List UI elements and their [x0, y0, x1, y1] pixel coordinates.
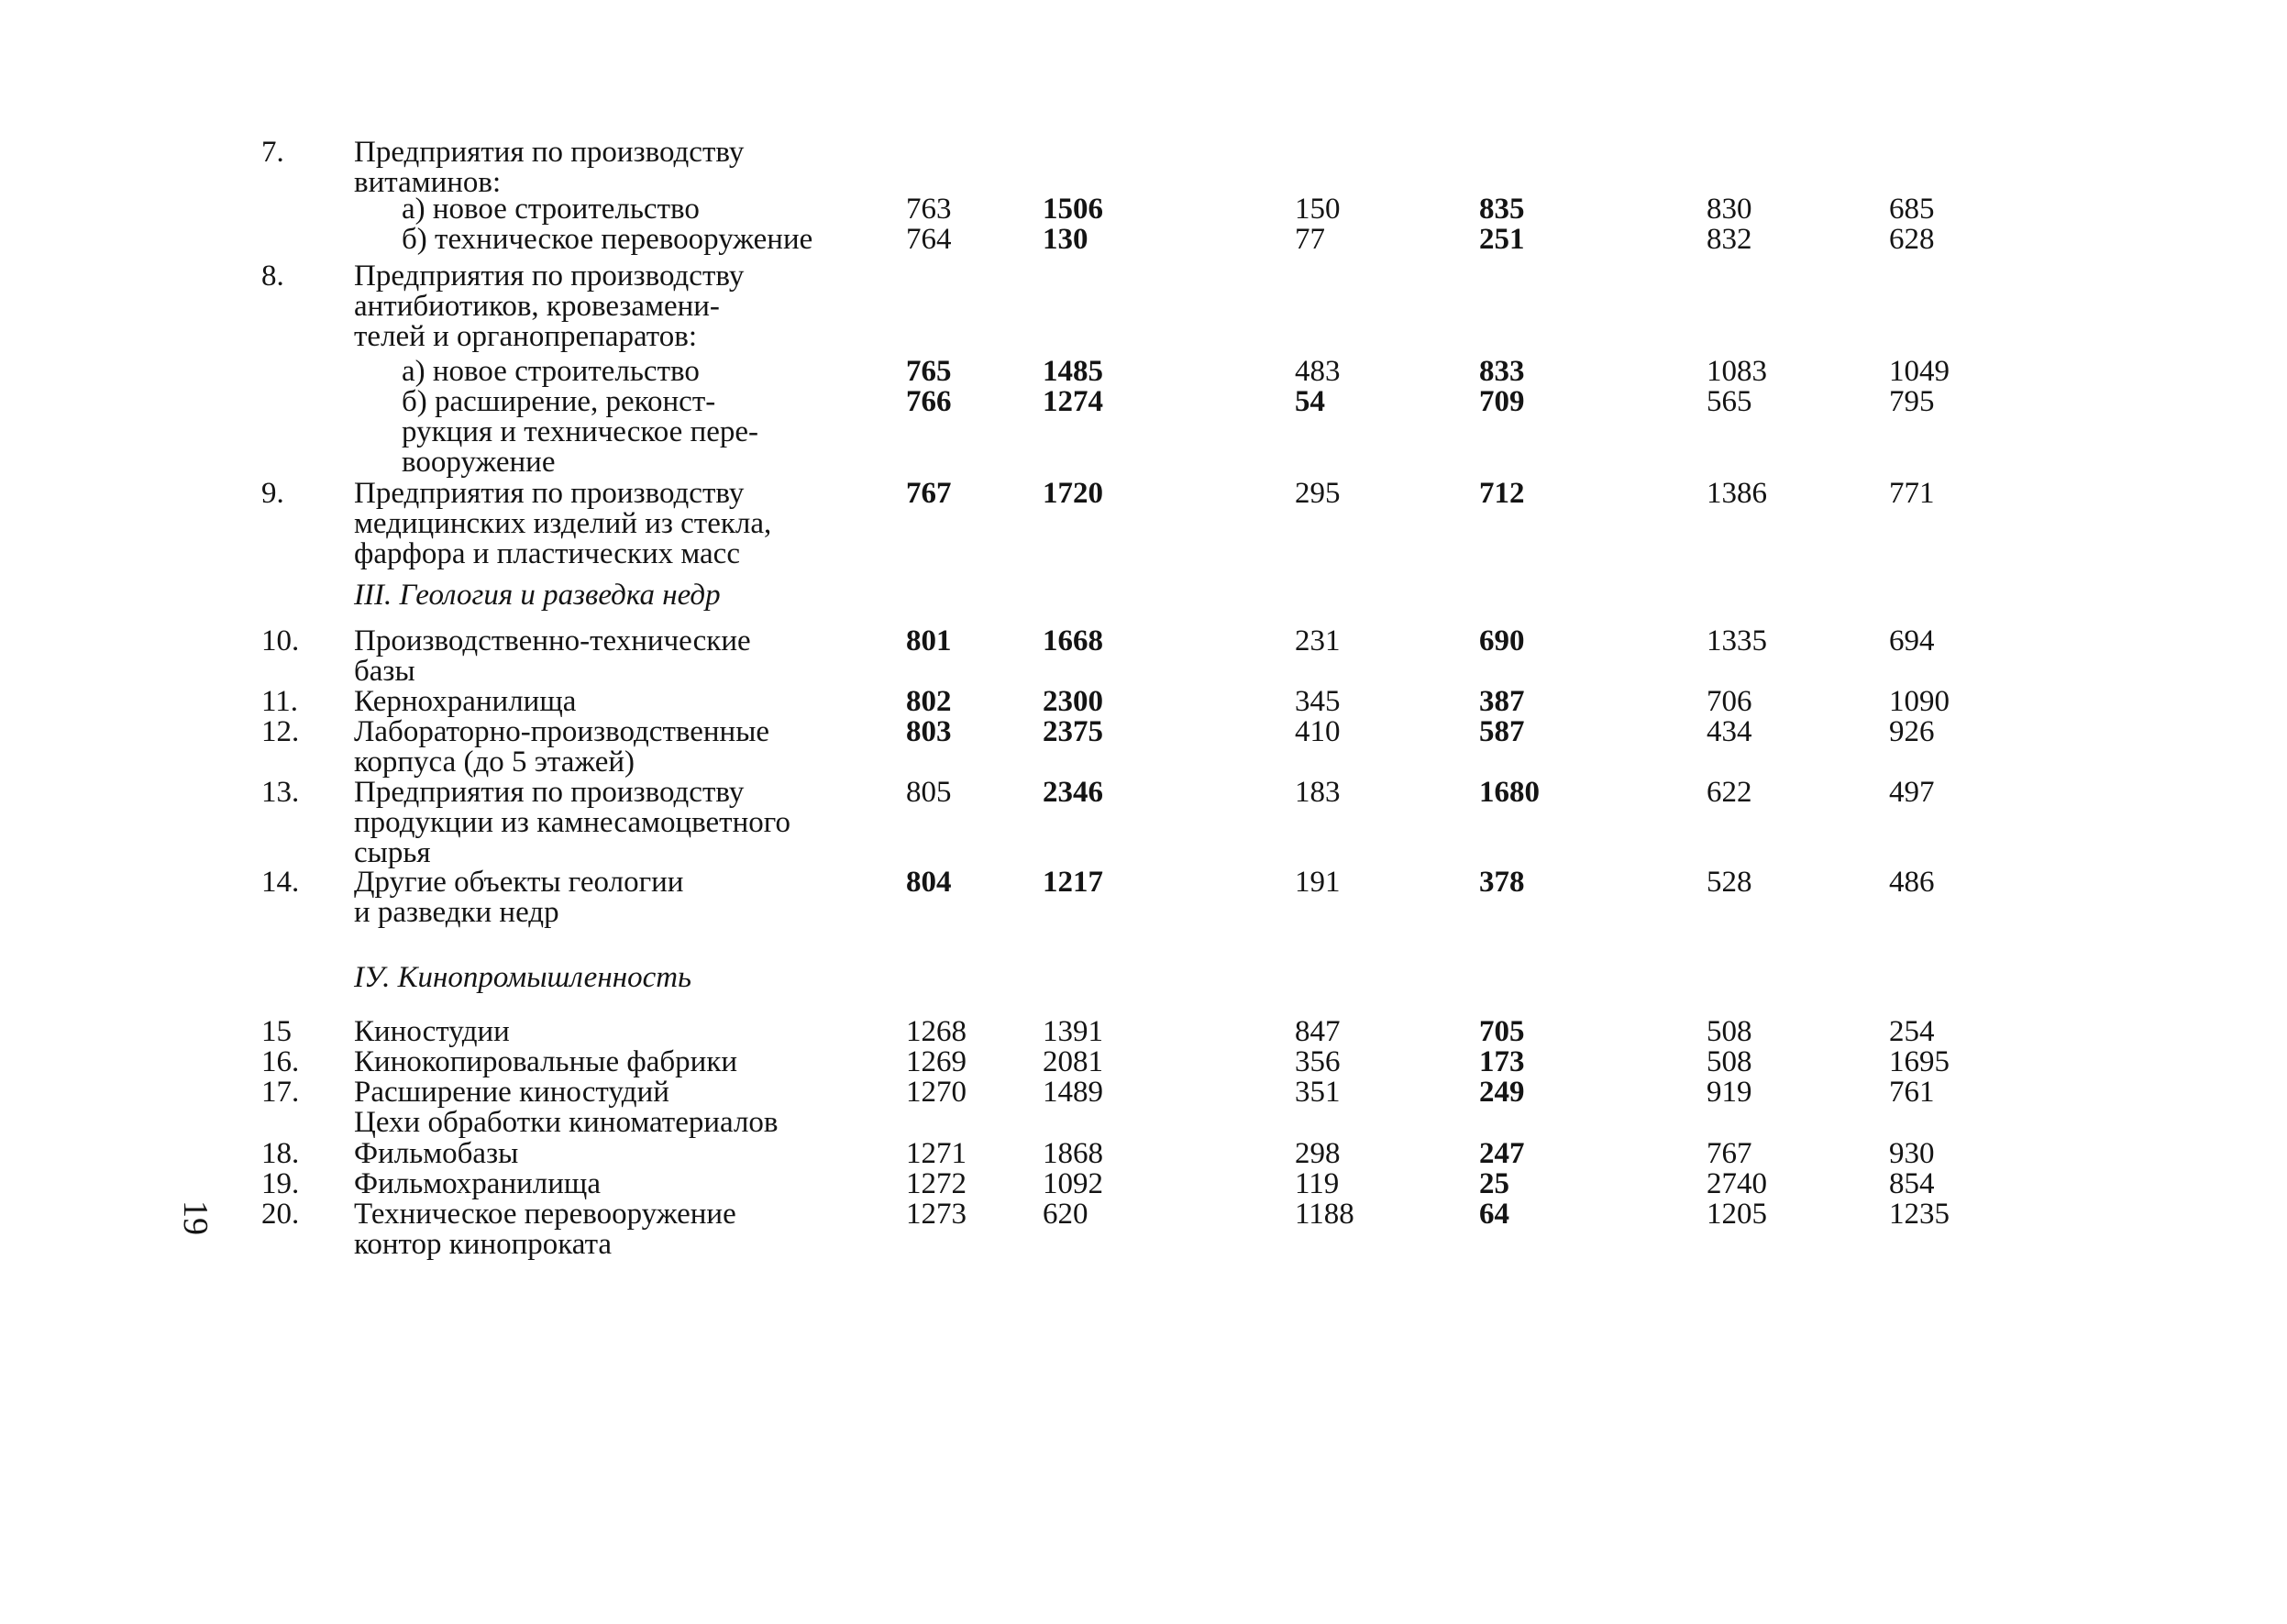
value-cell: 705	[1479, 1015, 1525, 1048]
row-number: 18.	[261, 1137, 300, 1170]
description-line: рукция и техническое пере-	[402, 415, 759, 448]
value-cell: 1335	[1707, 624, 1767, 657]
value-cell: 251	[1479, 223, 1525, 256]
value-cell: 1083	[1707, 355, 1767, 388]
value-cell: 410	[1295, 715, 1341, 748]
value-cell: 803	[906, 715, 952, 748]
value-cell: 795	[1889, 385, 1935, 418]
item-description	[354, 867, 904, 928]
value-cell: 709	[1479, 385, 1525, 418]
description-line: Лабораторно-производственные	[354, 715, 770, 748]
item-description	[354, 778, 904, 868]
description-line: Фильмохранилища	[354, 1167, 601, 1200]
row-number: 17.	[261, 1076, 300, 1109]
description-line: витаминов:	[354, 166, 502, 199]
value-cell: 231	[1295, 624, 1341, 657]
item-description	[354, 1199, 904, 1260]
value-cell: 622	[1707, 776, 1752, 809]
value-cell: 919	[1707, 1076, 1752, 1109]
description-line: б) расширение, реконст-	[402, 385, 716, 418]
row-number: 7.	[261, 136, 284, 169]
value-cell: 690	[1479, 624, 1525, 657]
item-description	[354, 225, 904, 255]
description-line: вооружение	[402, 446, 556, 479]
value-cell: 508	[1707, 1015, 1752, 1048]
description-line: базы	[354, 655, 415, 688]
description-line: а) новое строительство	[402, 193, 700, 226]
item-description	[354, 1077, 904, 1138]
value-cell: 854	[1889, 1167, 1935, 1200]
value-cell: 1391	[1043, 1015, 1103, 1048]
value-cell: 247	[1479, 1137, 1525, 1170]
item-description	[354, 1139, 904, 1169]
value-cell: 830	[1707, 193, 1752, 226]
value-cell: 150	[1295, 193, 1341, 226]
value-cell: 1235	[1889, 1198, 1950, 1231]
description-line: Предприятия по производству	[354, 776, 745, 809]
value-cell: 1217	[1043, 866, 1103, 899]
value-cell: 254	[1889, 1015, 1935, 1048]
value-cell: 1090	[1889, 685, 1950, 718]
value-cell: 1049	[1889, 355, 1950, 388]
value-cell: 2740	[1707, 1167, 1767, 1200]
value-cell: 483	[1295, 355, 1341, 388]
item-description	[354, 626, 904, 687]
value-cell: 1271	[906, 1137, 967, 1170]
value-cell: 804	[906, 866, 952, 899]
value-cell: 173	[1479, 1045, 1525, 1078]
value-cell: 528	[1707, 866, 1752, 899]
item-description	[354, 717, 904, 778]
value-cell: 130	[1043, 223, 1088, 256]
value-cell: 1506	[1043, 193, 1103, 226]
value-cell: 1868	[1043, 1137, 1103, 1170]
value-cell: 1720	[1043, 477, 1103, 510]
item-description	[354, 479, 904, 569]
value-cell: 763	[906, 193, 952, 226]
row-number: 8.	[261, 260, 284, 293]
item-description	[354, 687, 904, 717]
description-line: а) новое строительство	[402, 355, 700, 388]
description-line: IУ. Кинопромышленность	[354, 961, 692, 994]
description-line: б) техническое перевооружение	[402, 223, 813, 256]
value-cell: 77	[1295, 223, 1325, 256]
value-cell: 1274	[1043, 385, 1103, 418]
row-number: 10.	[261, 624, 300, 657]
description-line: Фильмобазы	[354, 1137, 519, 1170]
value-cell: 295	[1295, 477, 1341, 510]
value-cell: 249	[1479, 1076, 1525, 1109]
value-cell: 1668	[1043, 624, 1103, 657]
description-line: Предприятия по производству	[354, 477, 745, 510]
value-cell: 356	[1295, 1045, 1341, 1078]
value-cell: 764	[906, 223, 952, 256]
value-cell: 1386	[1707, 477, 1767, 510]
item-description	[354, 1169, 904, 1199]
item-description	[354, 138, 904, 198]
description-line: Расширение киностудий	[354, 1076, 669, 1109]
value-cell: 1485	[1043, 355, 1103, 388]
description-line: медицинских изделий из стекла,	[354, 507, 772, 540]
value-cell: 802	[906, 685, 952, 718]
section-title	[354, 963, 904, 993]
value-cell: 926	[1889, 715, 1935, 748]
value-cell: 497	[1889, 776, 1935, 809]
value-cell: 119	[1295, 1167, 1340, 1200]
value-cell: 25	[1479, 1167, 1509, 1200]
value-cell: 833	[1479, 355, 1525, 388]
item-description	[354, 261, 904, 352]
description-line: Кинокопировальные фабрики	[354, 1045, 738, 1078]
value-cell: 378	[1479, 866, 1525, 899]
value-cell: 2081	[1043, 1045, 1103, 1078]
section-title	[354, 580, 904, 611]
value-cell: 801	[906, 624, 952, 657]
value-cell: 1695	[1889, 1045, 1950, 1078]
description-line: III. Геология и разведка недр	[354, 579, 721, 612]
item-description	[354, 194, 904, 225]
value-cell: 587	[1479, 715, 1525, 748]
value-cell: 628	[1889, 223, 1935, 256]
item-description	[354, 357, 904, 387]
description-line: сырья	[354, 836, 431, 869]
value-cell: 930	[1889, 1137, 1935, 1170]
value-cell: 771	[1889, 477, 1935, 510]
row-number: 12.	[261, 715, 300, 748]
value-cell: 2300	[1043, 685, 1103, 718]
row-number: 13.	[261, 776, 300, 809]
row-number: 20.	[261, 1198, 300, 1231]
value-cell: 1188	[1295, 1198, 1354, 1231]
description-line: Техническое перевооружение	[354, 1198, 736, 1231]
value-cell: 1268	[906, 1015, 967, 1048]
description-line: фарфора и пластических масс	[354, 537, 740, 570]
value-cell: 64	[1479, 1198, 1509, 1231]
value-cell: 765	[906, 355, 952, 388]
value-cell: 1205	[1707, 1198, 1767, 1231]
value-cell: 1092	[1043, 1167, 1103, 1200]
value-cell: 694	[1889, 624, 1935, 657]
value-cell: 712	[1479, 477, 1525, 510]
row-number: 19.	[261, 1167, 300, 1200]
row-number: 9.	[261, 477, 284, 510]
value-cell: 2346	[1043, 776, 1103, 809]
value-cell: 565	[1707, 385, 1752, 418]
description-line: Предприятия по производству	[354, 136, 745, 169]
row-number: 15	[261, 1015, 292, 1048]
value-cell: 767	[1707, 1137, 1752, 1170]
description-line: Предприятия по производству	[354, 260, 745, 293]
value-cell: 345	[1295, 685, 1341, 718]
value-cell: 298	[1295, 1137, 1341, 1170]
description-line: антибиотиков, кровезамени-	[354, 290, 720, 323]
value-cell: 434	[1707, 715, 1752, 748]
item-description	[354, 1047, 904, 1077]
value-cell: 183	[1295, 776, 1341, 809]
description-line: корпуса (до 5 этажей)	[354, 746, 635, 779]
value-cell: 191	[1295, 866, 1341, 899]
description-line: телей и органопрепаратов:	[354, 320, 697, 353]
value-cell: 766	[906, 385, 952, 418]
value-cell: 620	[1043, 1198, 1088, 1231]
item-description	[354, 387, 904, 478]
value-cell: 847	[1295, 1015, 1341, 1048]
value-cell: 706	[1707, 685, 1752, 718]
value-cell: 387	[1479, 685, 1525, 718]
value-cell: 1680	[1479, 776, 1540, 809]
description-line: продукции из камнесамоцветного	[354, 806, 790, 839]
description-line: Производственно-технические	[354, 624, 751, 657]
value-cell: 1269	[906, 1045, 967, 1078]
item-description	[354, 1017, 904, 1047]
page-number: 19	[176, 1200, 215, 1235]
description-line: Кернохранилища	[354, 685, 577, 718]
value-cell: 685	[1889, 193, 1935, 226]
description-line: контор кинопроката	[354, 1228, 613, 1261]
value-cell: 1273	[906, 1198, 967, 1231]
description-line: Цехи обработки киноматериалов	[354, 1106, 779, 1139]
value-cell: 1270	[906, 1076, 967, 1109]
value-cell: 351	[1295, 1076, 1341, 1109]
value-cell: 832	[1707, 223, 1752, 256]
value-cell: 805	[906, 776, 952, 809]
row-number: 14.	[261, 866, 300, 899]
value-cell: 2375	[1043, 715, 1103, 748]
value-cell: 1272	[906, 1167, 967, 1200]
description-line: и разведки недр	[354, 896, 559, 929]
value-cell: 761	[1889, 1076, 1935, 1109]
row-number: 11.	[261, 685, 299, 718]
description-line: Киностудии	[354, 1015, 510, 1048]
value-cell: 486	[1889, 866, 1935, 899]
row-number: 16.	[261, 1045, 300, 1078]
value-cell: 1489	[1043, 1076, 1103, 1109]
value-cell: 835	[1479, 193, 1525, 226]
description-line: Другие объекты геологии	[354, 866, 684, 899]
value-cell: 54	[1295, 385, 1325, 418]
value-cell: 508	[1707, 1045, 1752, 1078]
value-cell: 767	[906, 477, 952, 510]
